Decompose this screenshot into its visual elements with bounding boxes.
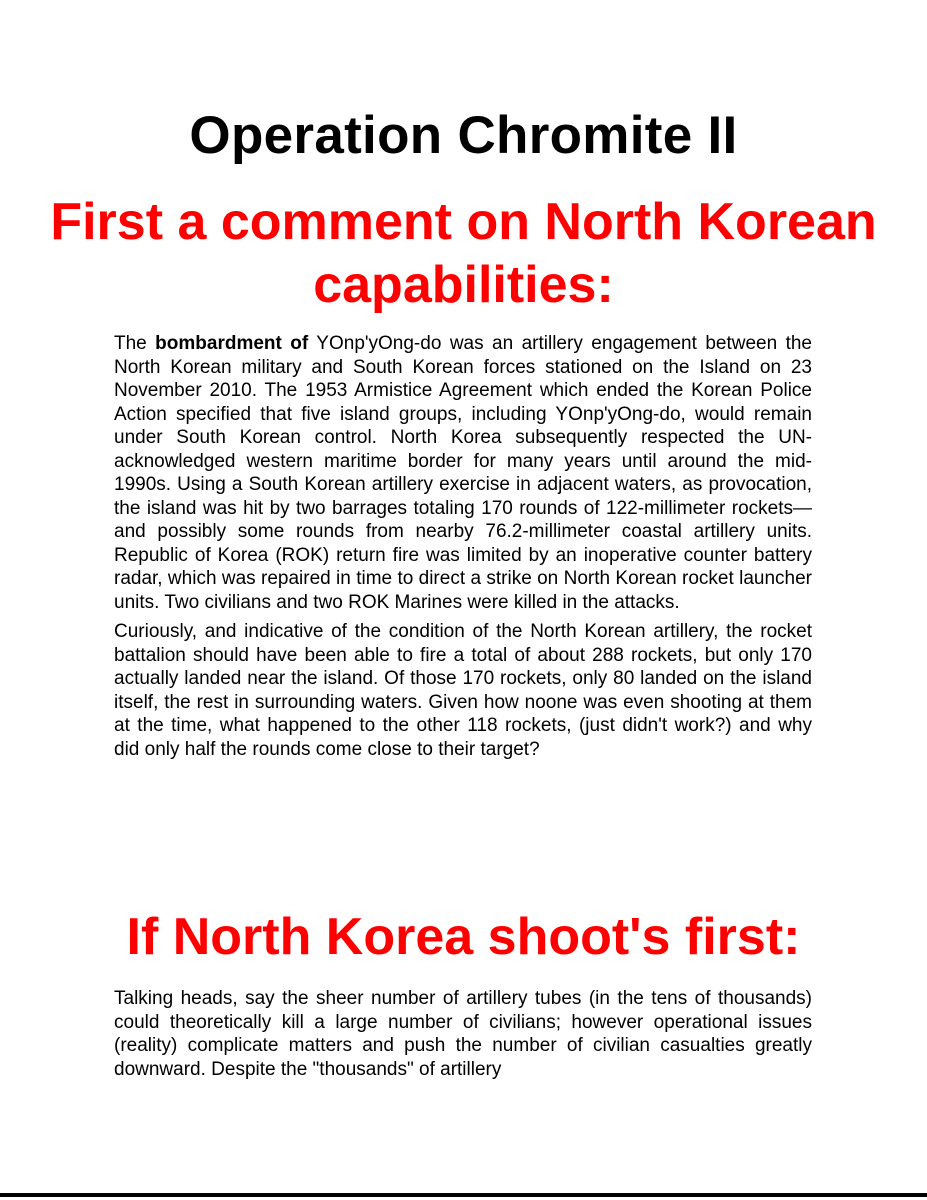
paragraph-text: YOnp'yOng-do was an artillery engagement between the North Korean military and South Korean forces stationed on the Island on 23 November 2010. The 1953 Armistice Agreement which ended the Korean Police Action specified that five island groups, including YOnp'yOng-do, would remain under South Korean control. North Korea subsequently respected the UN-acknowledged western maritime border for many years until around the mid-1990s. Using a South Korean artillery exercise in adjacent waters, as provocation, the island was hit by two barrages totaling 170 rounds of 122-millimeter rockets—and possibly some rounds from nearby 76.2-millimeter coastal artillery units. Republic of Korea (ROK) return fire was limited by an inoperative counter battery radar, which was repaired in time to direct a strike on North Korean rocket launcher units. Two civilians and two ROK Marines were killed in the attacks. xyxy=(114,333,812,613)
page-title: Operation Chromite II xyxy=(189,106,738,165)
section-body-shoots-first xyxy=(114,987,812,1087)
paragraph-talking-heads: Talking heads, say the sheer number of artillery tubes (in the tens of thousands) could theoretically kill a large number of civilians; however operational issues (reality) complicate matters and push the number of civilian casualties greatly downward. Despite the "thousands" of artillery xyxy=(114,988,812,1080)
section-body-capabilities xyxy=(114,332,812,767)
paragraph-curiously: Curiously, and indicative of the condition of the North Korean artillery, the rocket battalion should have been able to fire a total of about 288 rockets, but only 170 actually landed near the island. Of those 170 rockets, only 80 landed on the island itself, the rest in surrounding waters. Given how noone was even shooting at them at the time, what happened to the other 118 rockets, (just didn't work?) and why did only half the rounds come close to their target? xyxy=(114,621,812,760)
bold-term: bombardment of xyxy=(155,333,309,354)
section-heading-if-north-korea-shoots-first: If North Korea shoot's first: xyxy=(126,908,801,966)
paragraph-lead: The xyxy=(114,333,156,354)
page-bottom-rule xyxy=(0,1193,927,1197)
section-heading-north-korean-capabilities: First a comment on North Korean capabilities: xyxy=(50,193,877,314)
paragraph-bombardment xyxy=(114,332,812,614)
